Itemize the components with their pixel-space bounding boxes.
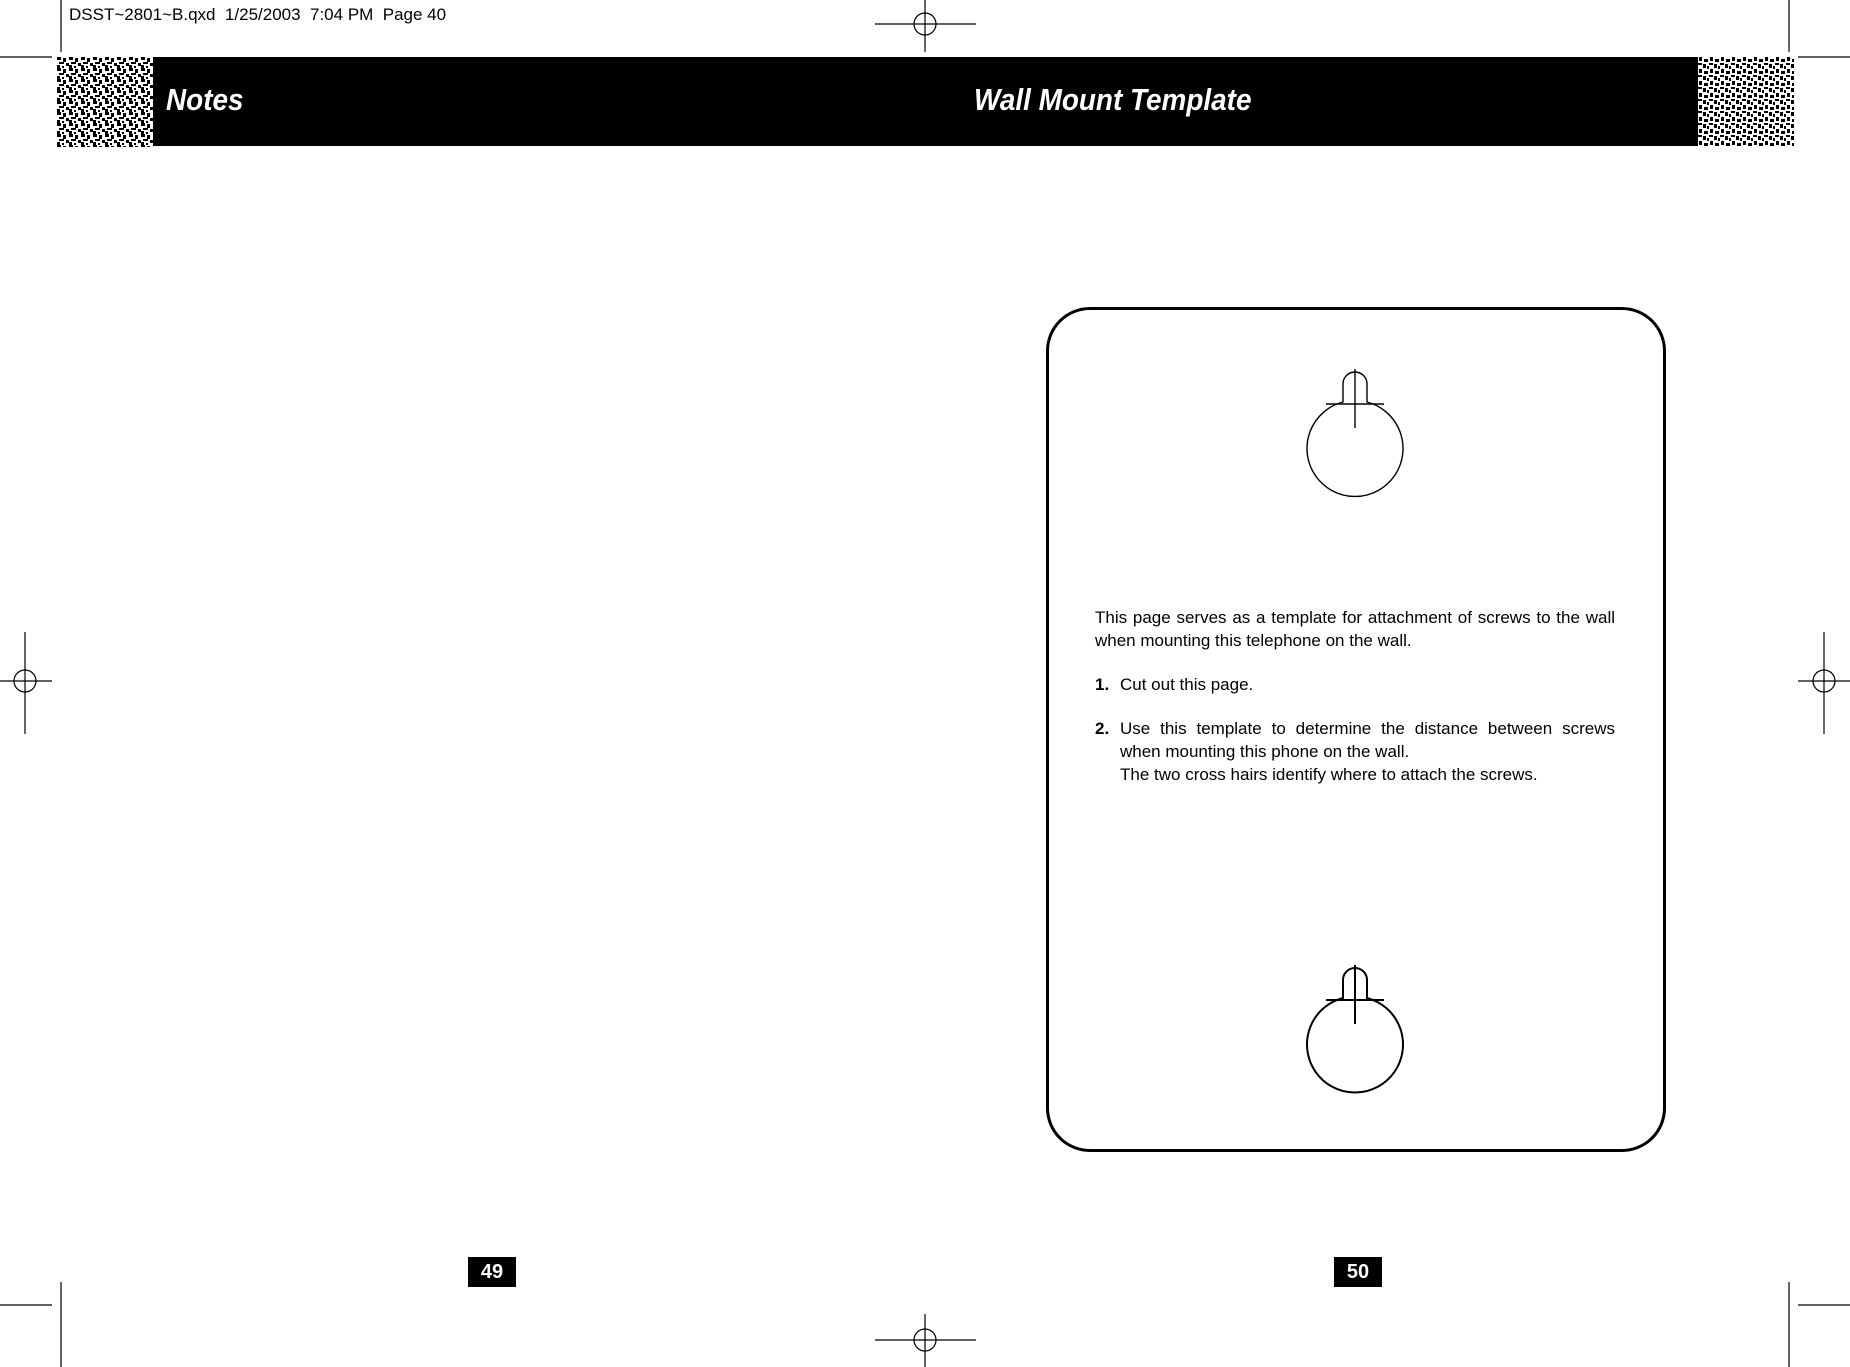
registration-mark-bottom bbox=[875, 1314, 976, 1367]
step-2 bbox=[1095, 717, 1615, 786]
step-1-number: 1. bbox=[1095, 675, 1110, 694]
mounting-instructions bbox=[1095, 606, 1615, 807]
step-2-number: 2. bbox=[1095, 719, 1110, 738]
registration-mark-right bbox=[1798, 632, 1850, 734]
page-number-left: 49 bbox=[468, 1257, 516, 1287]
keyhole-crosshair-top-icon bbox=[1295, 360, 1415, 510]
printer-slug-line: DSST~2801~B.qxd 1/25/2003 7:04 PM Page 40 bbox=[69, 5, 447, 24]
registration-mark-left bbox=[0, 632, 52, 734]
page-number-right: 50 bbox=[1334, 1257, 1382, 1287]
step-2-content bbox=[1120, 717, 1615, 786]
halftone-texture-left bbox=[57, 57, 153, 147]
header-bar bbox=[152, 57, 1698, 146]
keyhole-crosshair-bottom-icon bbox=[1295, 956, 1415, 1106]
registration-mark-top bbox=[875, 0, 976, 52]
halftone-texture-right bbox=[1698, 57, 1794, 147]
step-1-text: Cut out this page. bbox=[1120, 675, 1254, 694]
template-intro-text: This page serves as a template for attachment of screws to the wall when mounting this telephone on the wall. bbox=[1095, 608, 1615, 650]
step-1 bbox=[1095, 673, 1615, 696]
step-2-note: The two cross hairs identify where to attach the screws. bbox=[1120, 765, 1538, 784]
step-2-text: Use this template to determine the distance between screws when mounting this phone on the wall. bbox=[1120, 719, 1615, 761]
notes-page-title: Notes bbox=[166, 82, 244, 117]
wall-mount-template-title: Wall Mount Template bbox=[974, 82, 1252, 117]
